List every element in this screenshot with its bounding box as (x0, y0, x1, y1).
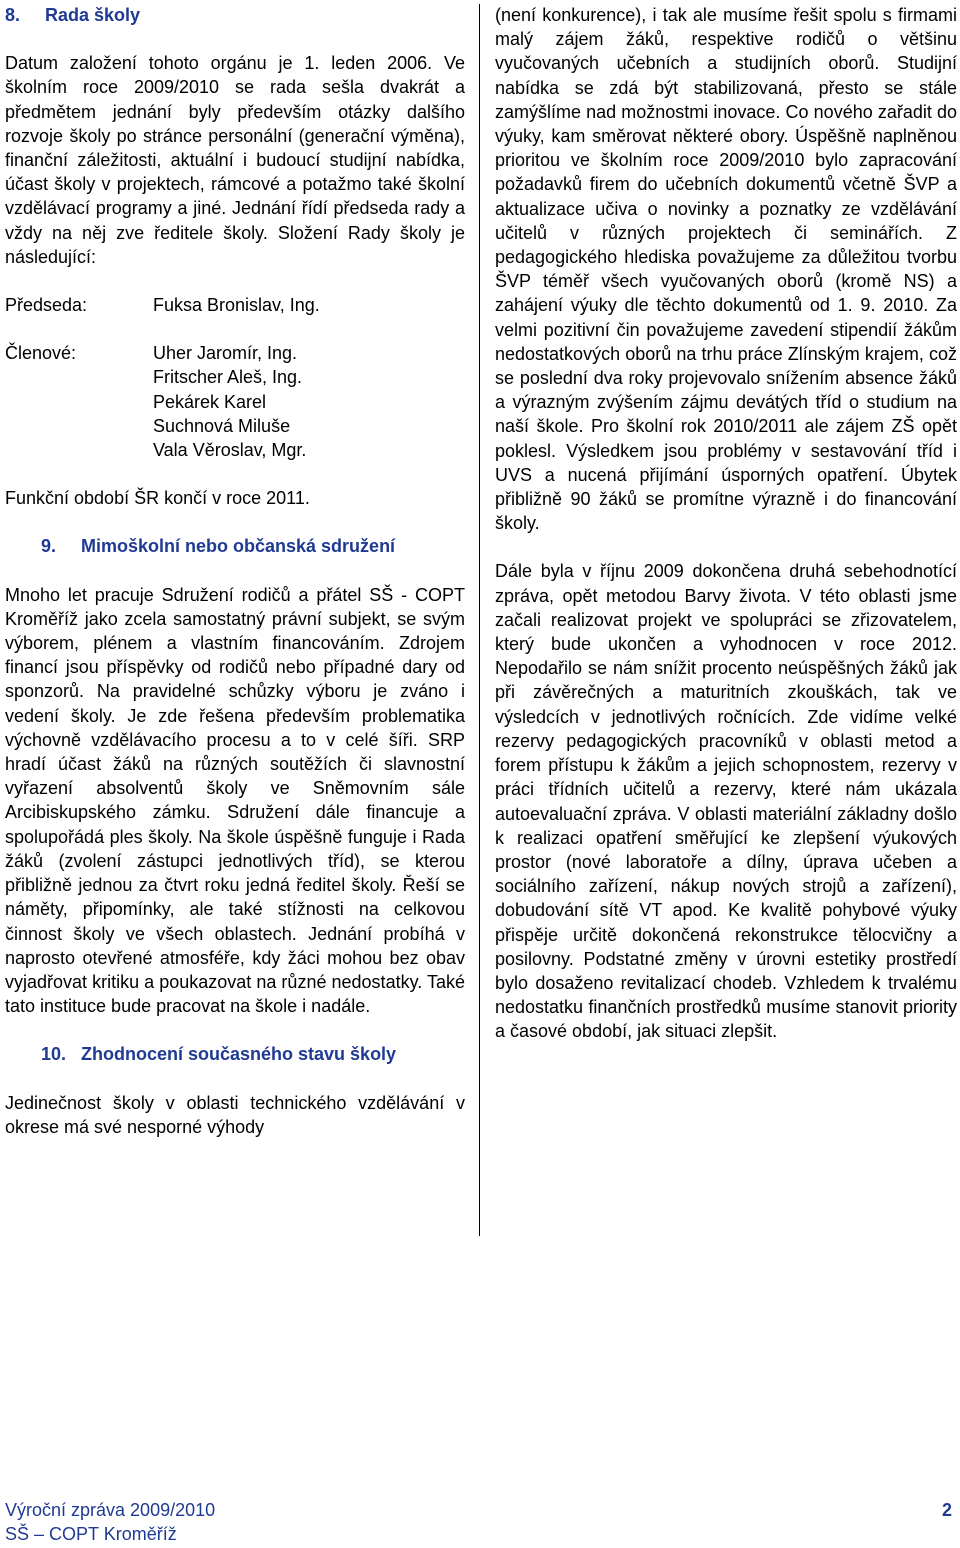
section-8-heading (5, 3, 465, 27)
page-footer (5, 1498, 955, 1546)
paragraph-evaluation: Jedinečnost školy v oblasti technického vzdělávání v okrese má své nesporné výhody (5, 1092, 465, 1137)
paragraph-intro: Datum založení tohoto orgánu je 1. leden 2006. Ve školním roce 2009/2010 se rada sešla dvakrát a předmětem jednání byly především otázky dalšího rozvoje školy po stránce personální (generační výměna), finanční záležitosti, aktuální i budoucí studijní nabídka, účast školy v projektech, rámcové a potažmo také školní vzdělávací programy a jiné. Jednání řídí předseda rady a vždy na něj zve ředitele školy. Složení Rady školy je následující: (5, 53, 465, 267)
board-chair-row (5, 293, 465, 317)
members-label: Členové: (5, 343, 77, 364)
member-name: Fritscher Aleš, Ing. (153, 367, 303, 388)
paragraph-parents-association: Mnoho let pracuje Sdružení rodičů a přátel SŠ - COPT Kroměříž jako zcela samostatný právní subjekt, se svým výborem, plénem a vlastním financováním. Zdrojem financí jsou příspěvky od rodičů nebo případné dary od sponzorů. Na pravidelné schůzky výboru je zváno i vedení školy. Je zde řešena především problematika výchovně vzdělávacího procesu a to v celé šíři. SRP hradí účast žáků na různých soutěžích či slavnostní vyřazení absolventů školy ve Sněmovním sále Arcibiskupského zámku. Sdružení dále financuje a spolupořádá ples školy. Na škole úspěšně funguje i Rada žáků (zvolení zástupci jednotlivých tříd), se kterou přibližně jednou za čtvrt roku jedná ředitel školy. Řeší se náměty, připomínky, ale také stížnosti na celkovou činnost školy ve všech oblastech. Jednání probíhá v naprosto otevřené atmosféře, kdy žáci mohou bez obav vyjadřovat kritiku a poukazovat na různé nedostatky. Také tato instituce bude pracovat na škole i nadále. (5, 584, 465, 1017)
section-title: Zhodnocení současného stavu školy (81, 1044, 397, 1065)
chair-label: Předseda: (5, 295, 88, 316)
member-name: Uher Jaromír, Ing. (153, 343, 298, 364)
footer-school-name: SŠ – COPT Kroměříž (5, 1524, 177, 1544)
section-10-heading (5, 1042, 465, 1066)
paragraph-self-evaluation: Dále byla v říjnu 2009 dokončena druhá sebehodnotící zpráva, opět metodou Barvy života. V této oblasti jsme začali realizovat projekt ve spolupráci se zřizovatelem, který bude ukončen a vyhodnocen v roce 2012. Nepodařilo se nám snížit procento neúspěšných žáků jak při závěrečných a maturitních zkouškách, tak ve výsledcích v jednotlivých ročnících. Zde vidíme velké rezervy pedagogických pracovníků v oblasti metod a forem přístupu k žákům a jejich schopnostem, rezervy v práci třídních učitelů a rezervy, které nám ukázala autoevaluační zpráva. V oblasti materiální základny došlo k realizaci opatření směřující ke zlepšení výukových prostor (nové laboratoře a dílny, úprava učeben a sociálního zařízení, nákup nových strojů a zařízení), dobudování sítě VT apod. Ke kvalitě pohybové výuky přispěje určitě dokončená rekonstrukce tělocvičny a posilovny. Podstatné změny v úrovni estetiky prostředí bylo dosaženo revitalizací chodeb. Vzhledem k trvalému nedostatku finančních prostředků musíme stanovit priority a časové období, jak situaci zlepšit. (495, 561, 957, 1042)
member-name: Suchnová Miluše (153, 415, 291, 436)
section-number: 8. (5, 5, 21, 25)
section-9-heading (5, 534, 465, 558)
section-title: Mimoškolní nebo občanská sdružení (81, 536, 396, 557)
section-number: 9. (41, 536, 57, 557)
members-list (153, 341, 306, 462)
member-name: Pekárek Karel (153, 391, 267, 412)
member-name: Vala Věroslav, Mgr. (153, 440, 307, 461)
paragraph-continued: (není konkurence), i tak ale musíme řešit spolu s firmami malý zájem žáků, respektive rodičů o většinu vyučovaných učebních a studijních oborů. Studijní nabídka se zdá být stabilizovaná, přesto se stále zamýšlíme nad možnostmi inovace. Co nového zařadit do výuky, kam směrovat některé obory. Úspěšně naplněnou prioritou ve školním roce 2009/2010 bylo zapracování požadavků firem do učebních dokumentů včetně ŠVP a aktualizace učiva o novinky a poznatky ze vzdělávání učitelů v různých projektech či seminářích. Z pedagogického hlediska považujeme za důležitou tvorbu ŠVP téměř všech vyučovaných oborů (kromě NS) a zahájení výuky dle těchto dokumentů od 1. 9. 2010. Za velmi pozitivní čin považujeme zavedení stipendií žákům nedostatkových oborů na trhu práce Zlínským krajem, což se poslední dva roky projevovalo snížením absence žáků a výrazným zvýšením zájmu devátých tříd o studium na naší škole. Pro školní rok 2010/2011 ale zájem ZŠ opět poklesl. Výsledkem jsou problémy v sestavování tříd i UVS a nucená přijímání úsporných opatření. Úbytek přibližně 90 žáků se promítne výrazně i do financování školy. (495, 5, 957, 534)
column-divider (479, 4, 480, 1236)
chair-name: Fuksa Bronislav, Ing. (153, 295, 320, 316)
term-note: Funkční období ŠR končí v roce 2011. (5, 488, 310, 509)
footer-report-title: Výroční zpráva 2009/2010 (5, 1500, 216, 1520)
right-column (495, 3, 957, 1044)
left-column (5, 3, 465, 1139)
board-members-row (5, 341, 465, 462)
section-title: Rada školy (45, 5, 141, 25)
page-number: 2 (941, 1500, 952, 1520)
section-number: 10. (41, 1044, 67, 1065)
